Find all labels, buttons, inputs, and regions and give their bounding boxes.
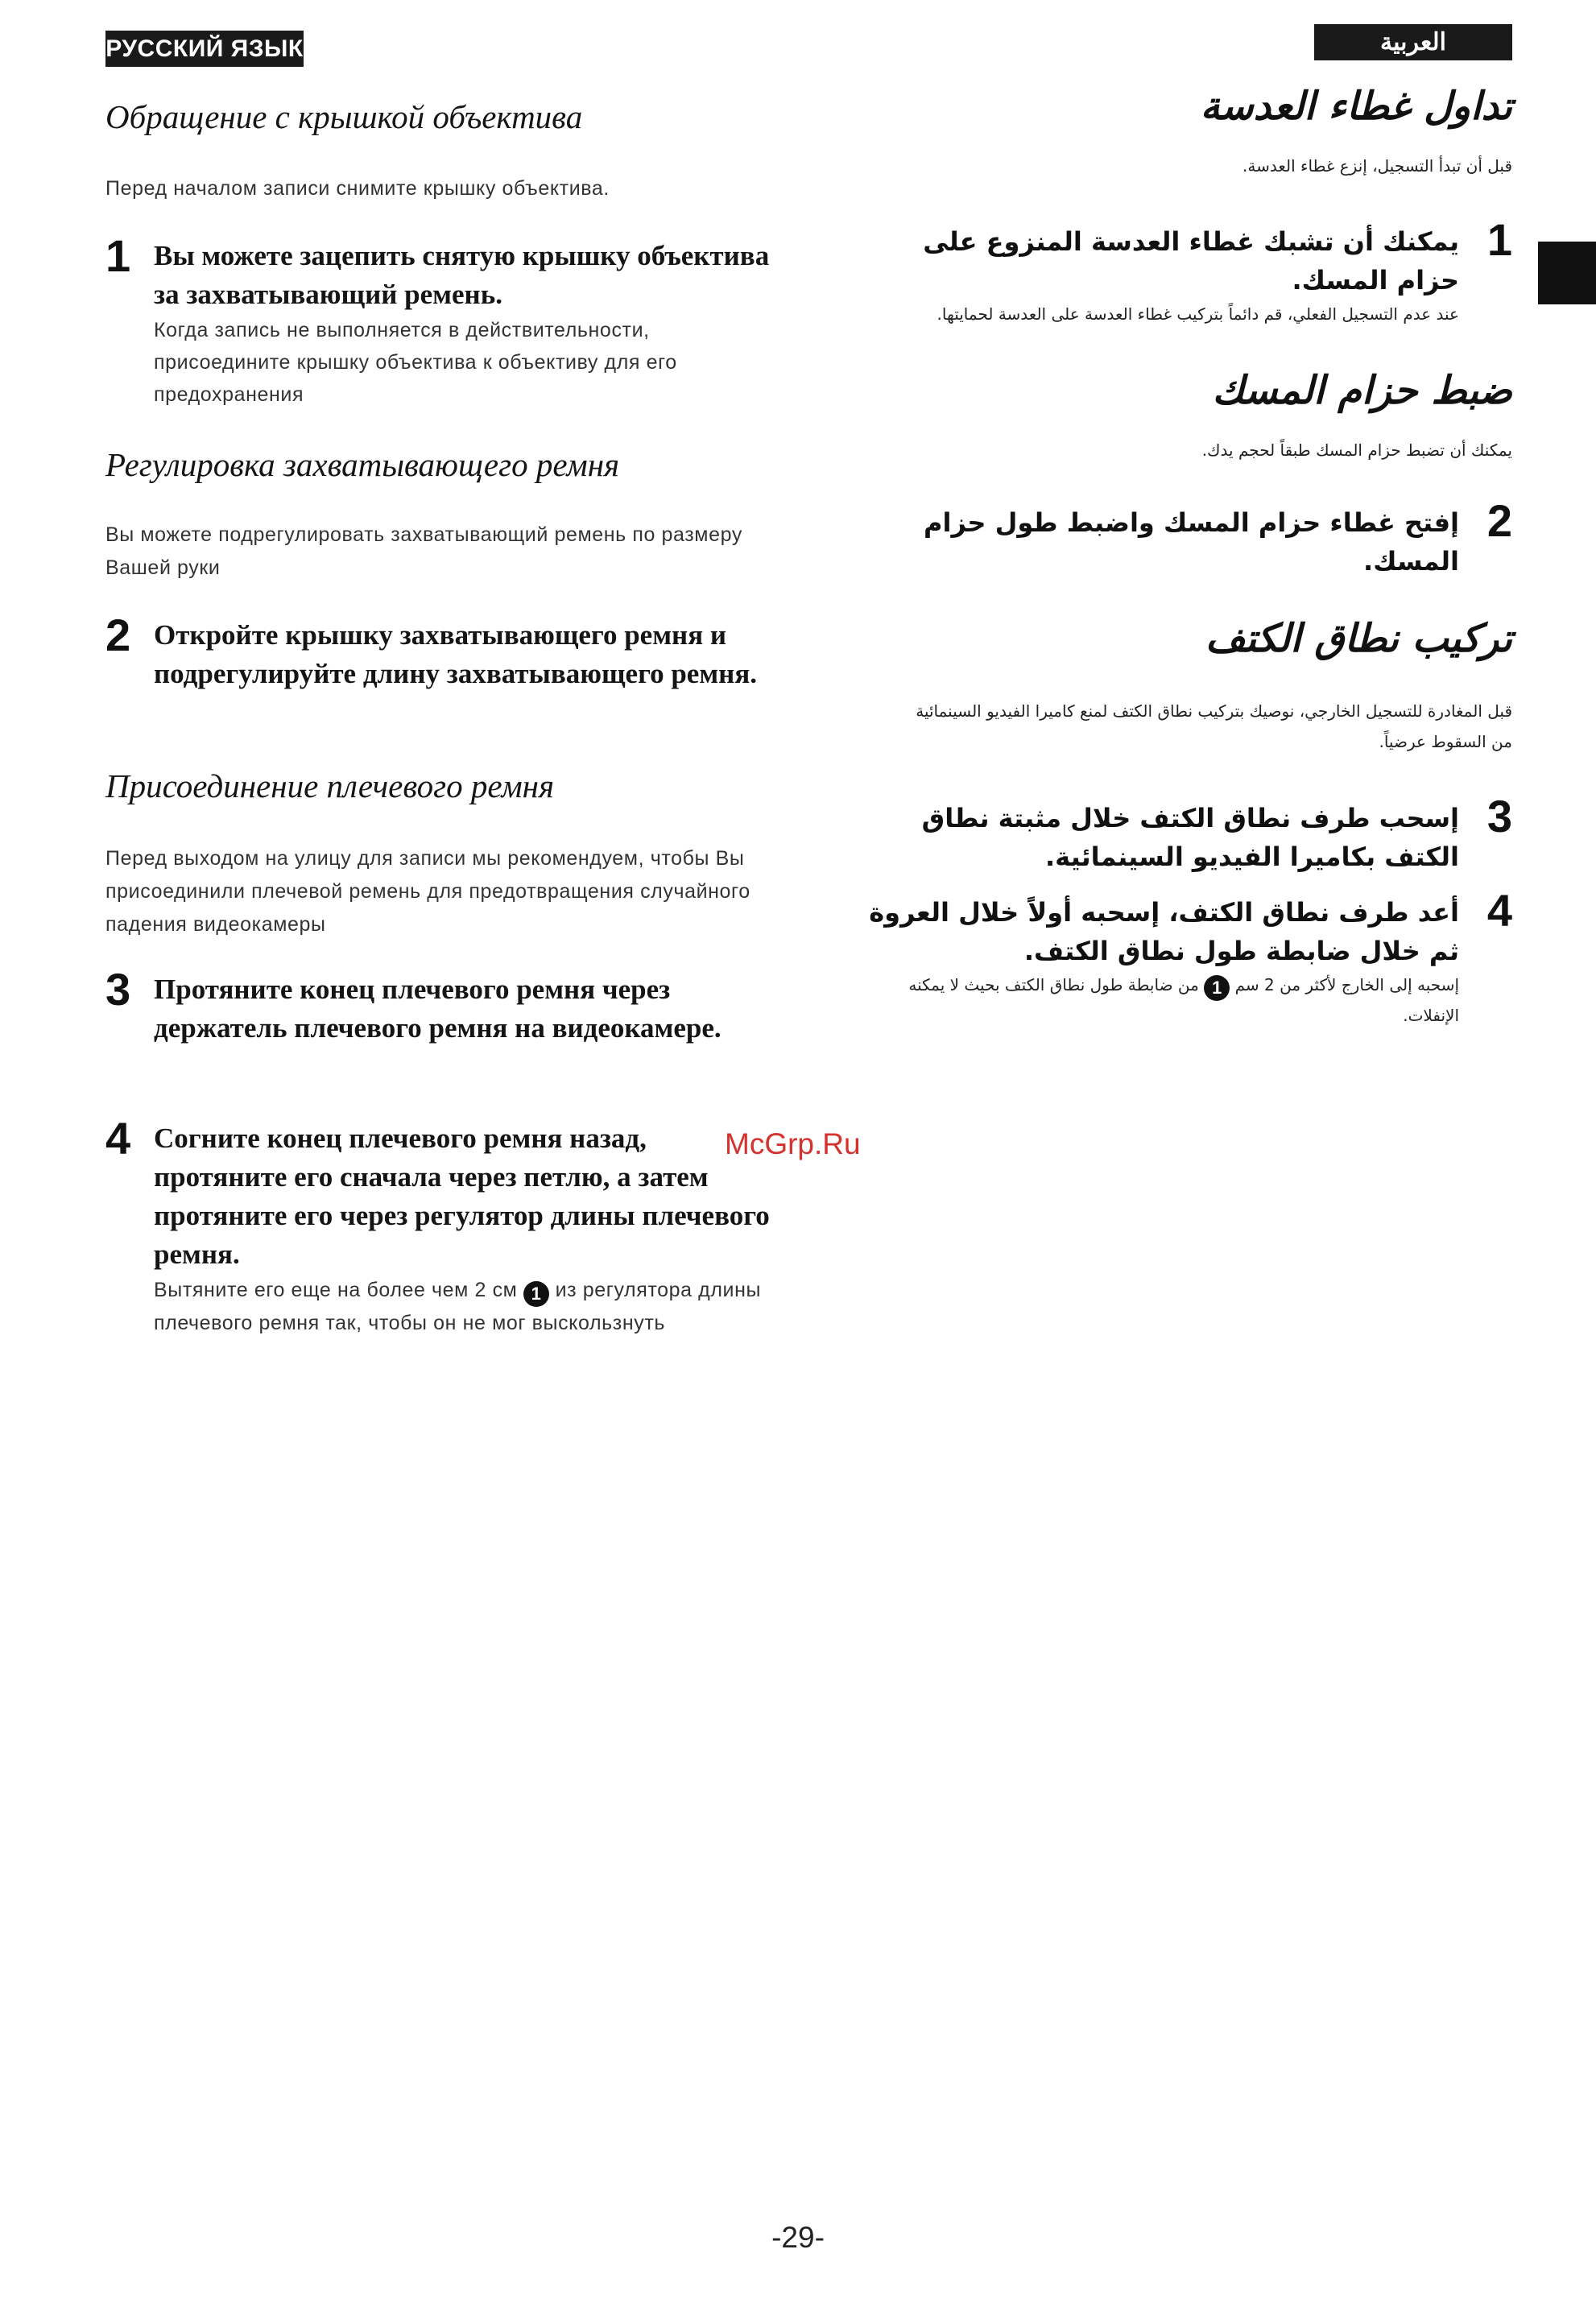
- heading-grip-belt: Регулировка захватывающего ремня: [105, 446, 620, 483]
- step-text: Протяните конец плечевого ремня через держатель плечевого ремня на видеокамере.: [154, 974, 722, 1044]
- intro-lens-cap: Перед началом записи снимите крышку объектива.: [105, 177, 610, 200]
- ar-step-2: [868, 495, 1512, 581]
- heading-ar-lens-cap: تداول غطاء العدسة: [1200, 84, 1512, 129]
- step-number: 2: [105, 610, 131, 660]
- ar-step-1: [868, 214, 1512, 329]
- step-note: Когда запись не выполняется в действительности, присоедините крышку объектива к объективу для его предохранения: [154, 319, 677, 406]
- watermark: McGrp.Ru: [725, 1127, 861, 1160]
- page-number: -29-: [771, 2221, 825, 2254]
- note-text: من ضابطة طول نطاق الكتف بحيث لا يمكنه الإنفلات.: [908, 975, 1459, 1025]
- heading-ar-shoulder-strap: تركيب نطاق الكتف: [1205, 616, 1512, 661]
- step-number: 3: [1486, 791, 1512, 841]
- step-number: 1: [105, 230, 131, 281]
- step-text: يمكنك أن تشبك غطاء العدسة المنزوع على حزام المسك.: [923, 226, 1459, 296]
- step-text: Откройте крышку захватывающего ремня и подрегулируйте длину захватывающего ремня.: [154, 619, 758, 689]
- heading-ar-grip-belt: ضبط حزام المسك: [1212, 368, 1512, 413]
- step-2: [105, 610, 774, 693]
- step-number: 1: [1486, 214, 1512, 265]
- language-badge-russian: РУССКИЙ ЯЗЫК: [105, 31, 304, 67]
- step-number: 4: [105, 1113, 131, 1164]
- step-number: 4: [1486, 885, 1512, 936]
- intro-ar-shoulder-strap: قبل المغادرة للتسجيل الخارجي، نوصيك بتركيب نطاق الكتف لمنع كاميرا الفيديو السينمائية من السقوط عرضياً.: [916, 701, 1512, 751]
- step-text: أعد طرف نطاق الكتف، إسحبه أولاً خلال العروة ثم خلال ضابطة طول نطاق الكتف.: [869, 897, 1459, 966]
- step-note: [868, 970, 1459, 1030]
- callout-marker: 1: [523, 1281, 549, 1307]
- step-text: Вы можете зацепить снятую крышку объектива за захватывающий ремень.: [154, 240, 770, 310]
- note-text: из регулятора длины плечевого ремня так, чтобы он не мог выскользнуть: [154, 1279, 762, 1334]
- section-tab-marker: [1538, 242, 1596, 304]
- note-text: إسحبه إلى الخارج لأكثر من 2 سم: [1234, 975, 1459, 994]
- callout-marker: 1: [1204, 975, 1230, 1001]
- intro-shoulder-strap: Перед выходом на улицу для записи мы рекомендуем, чтобы Вы присоединили плечевой ремень для предотвращения случайного падения видеокамеры: [105, 847, 750, 936]
- language-badge-arabic: العربية: [1314, 24, 1512, 60]
- note-text: Вытяните его еще на более чем 2 см: [154, 1279, 518, 1301]
- step-text: إفتح غطاء حزام المسك واضبط طول حزام المسك.: [924, 507, 1459, 577]
- heading-shoulder-strap: Присоединение плечевого ремня: [105, 767, 555, 804]
- step-4: [105, 1113, 774, 1339]
- step-number: 2: [1486, 495, 1512, 546]
- step-number: 3: [105, 964, 131, 1015]
- ar-step-4: [868, 885, 1512, 1030]
- step-3: [105, 964, 774, 1048]
- intro-ar-lens-cap: قبل أن تبدأ التسجيل، إنزع غطاء العدسة.: [1242, 156, 1512, 176]
- intro-grip-belt: Вы можете подрегулировать захватывающий ремень по размеру Вашей руки: [105, 523, 742, 579]
- step-note: عند عدم التسجيل الفعلي، قم دائماً بتركيب غطاء العدسة على العدسة لحمايتها.: [937, 304, 1459, 324]
- intro-ar-grip-belt: يمكنك أن تضبط حزام المسك طبقاً لحجم يدك.: [1201, 440, 1512, 460]
- ar-step-3: [868, 791, 1512, 876]
- step-note: [154, 1274, 782, 1339]
- step-1: [105, 230, 774, 411]
- heading-lens-cap: Обращение с крышкой объектива: [105, 98, 583, 135]
- step-text: Согните конец плечевого ремня назад, протяните его сначала через петлю, а затем протяните его через регулятор длины плечевого ремня.: [154, 1123, 770, 1270]
- step-text: إسحب طرف نطاق الكتف خلال مثبتة نطاق الكتف بكاميرا الفيديو السينمائية.: [921, 803, 1459, 872]
